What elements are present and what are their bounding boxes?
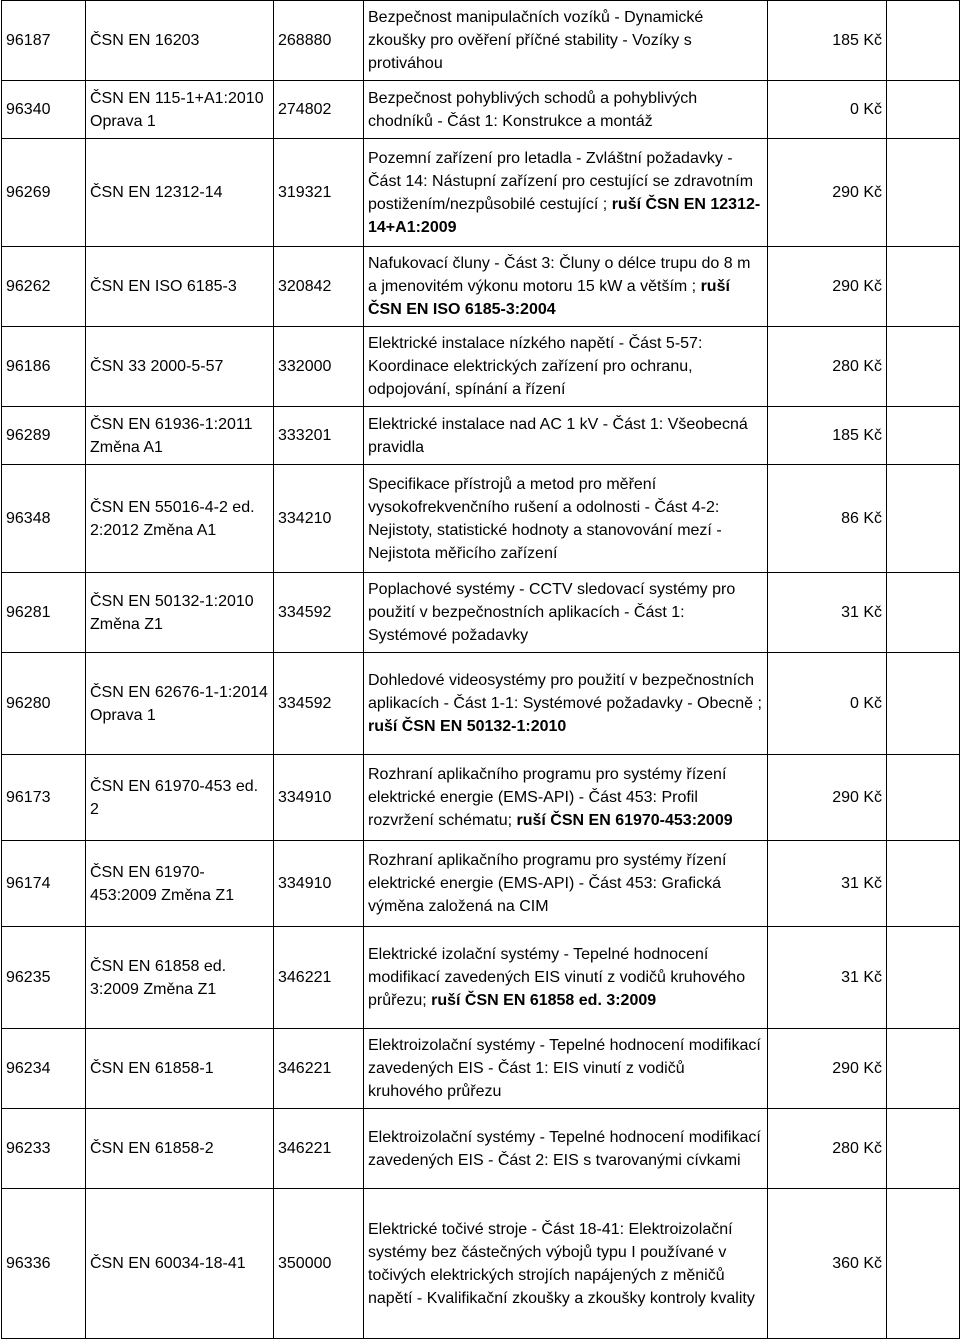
classification-code: 319321 (274, 139, 364, 247)
description-text: Elektrické točivé stroje - Část 18-41: Elektroizolační systémy bez částečných výbojů typu I používané v točivých elektrických strojích napájených z měničů napětí - Kvalifikační zkoušky a zkoušky kontroly kvality (368, 1220, 755, 1307)
standard-description (364, 247, 768, 327)
item-number: 96336 (2, 1189, 86, 1339)
item-number: 96235 (2, 927, 86, 1029)
price: 31 Kč (768, 841, 887, 927)
replaces-note: ruší ČSN EN 50132-1:2010 (368, 718, 567, 735)
price: 86 Kč (768, 465, 887, 573)
standard-description (364, 927, 768, 1029)
classification-code: 334210 (274, 465, 364, 573)
classification-code: 346221 (274, 927, 364, 1029)
description-text: Specifikace přístrojů a metod pro měření vysokofrekvenčního rušení a odolnosti - Část 4-2: Nejistoty, statistické hodnoty a stanovování mezí - Nejistota měřicího zařízení (368, 475, 722, 562)
standard-description (364, 327, 768, 407)
classification-code: 333201 (274, 407, 364, 465)
price: 360 Kč (768, 1189, 887, 1339)
standard-description (364, 755, 768, 841)
item-number: 96340 (2, 81, 86, 139)
description-text: Bezpečnost manipulačních vozíků - Dynamické zkoušky pro ověření příčné stability - Vozíky s protiváhou (368, 9, 704, 72)
item-number: 96280 (2, 653, 86, 755)
description-text: Rozhraní aplikačního programu pro systémy řízení elektrické energie (EMS-API) - Část 453: Grafická výměna založená na CIM (368, 852, 727, 915)
standard-designation: ČSN EN 50132-1:2010 Změna Z1 (86, 573, 274, 653)
standard-description (364, 407, 768, 465)
item-number: 96281 (2, 573, 86, 653)
standard-description (364, 139, 768, 247)
classification-code: 334592 (274, 573, 364, 653)
table-row (2, 81, 960, 139)
price: 0 Kč (768, 653, 887, 755)
description-text: Elektrické izolační systémy - Tepelné hodnocení modifikací zavedených EIS vinutí z vodičů kruhového průřezu; (368, 946, 746, 1009)
empty-cell (887, 465, 960, 573)
classification-code: 346221 (274, 1029, 364, 1109)
empty-cell (887, 1029, 960, 1109)
standard-designation: ČSN EN ISO 6185-3 (86, 247, 274, 327)
standards-table (1, 0, 960, 1339)
empty-cell (887, 1189, 960, 1339)
replaces-note: ruší ČSN EN 61858 ed. 3:2009 (431, 992, 657, 1009)
price: 0 Kč (768, 81, 887, 139)
standard-description (364, 1109, 768, 1189)
classification-code: 268880 (274, 1, 364, 81)
table-row (2, 247, 960, 327)
table-row (2, 755, 960, 841)
standard-description (364, 653, 768, 755)
standard-designation: ČSN EN 61970-453:2009 Změna Z1 (86, 841, 274, 927)
price: 290 Kč (768, 1029, 887, 1109)
empty-cell (887, 755, 960, 841)
item-number: 96186 (2, 327, 86, 407)
standard-designation: ČSN EN 61936-1:2011 Změna A1 (86, 407, 274, 465)
standards-table-body (2, 1, 960, 1339)
standard-designation: ČSN EN 62676-1-1:2014 Oprava 1 (86, 653, 274, 755)
price: 280 Kč (768, 1109, 887, 1189)
price: 31 Kč (768, 927, 887, 1029)
empty-cell (887, 139, 960, 247)
table-row (2, 327, 960, 407)
item-number: 96348 (2, 465, 86, 573)
standard-designation: ČSN EN 61858-2 (86, 1109, 274, 1189)
standard-description (364, 1189, 768, 1339)
description-text: Elektroizolační systémy - Tepelné hodnocení modifikací zavedených EIS - Část 2: EIS s tvarovanými cívkami (368, 1128, 761, 1169)
empty-cell (887, 407, 960, 465)
empty-cell (887, 327, 960, 407)
table-row (2, 1109, 960, 1189)
classification-code: 332000 (274, 327, 364, 407)
description-text: Dohledové videosystémy pro použití v bezpečnostních aplikacích - Část 1-1: Systémové požadavky - Obecně ; (368, 672, 762, 712)
classification-code: 274802 (274, 81, 364, 139)
table-row (2, 139, 960, 247)
classification-code: 320842 (274, 247, 364, 327)
standard-designation: ČSN EN 16203 (86, 1, 274, 81)
table-row (2, 465, 960, 573)
standard-designation: ČSN EN 115-1+A1:2010 Oprava 1 (86, 81, 274, 139)
standard-designation: ČSN EN 60034-18-41 (86, 1189, 274, 1339)
description-text: Pozemní zařízení pro letadla - Zvláštní požadavky - Část 14: Nástupní zařízení pro cestující se zdravotním postižením/nezpůsobilé cestující ; (368, 149, 754, 213)
classification-code: 334910 (274, 841, 364, 927)
description-text: Bezpečnost pohyblivých schodů a pohyblivých chodníků - Část 1: Konstrukce a montáž (368, 89, 698, 130)
empty-cell (887, 573, 960, 653)
empty-cell (887, 1109, 960, 1189)
description-text: Elektrické instalace nízkého napětí - Část 5-57: Koordinace elektrických zařízení pro ochranu, odpojování, spínání a řízení (368, 335, 703, 398)
table-row (2, 1029, 960, 1109)
standard-description (364, 1, 768, 81)
standard-description (364, 1029, 768, 1109)
replaces-note: ruší ČSN EN ISO 6185-3:2004 (368, 278, 730, 318)
standard-description (364, 81, 768, 139)
classification-code: 346221 (274, 1109, 364, 1189)
standard-designation: ČSN EN 55016-4-2 ed. 2:2012 Změna A1 (86, 465, 274, 573)
standard-designation: ČSN EN 12312-14 (86, 139, 274, 247)
standard-designation: ČSN EN 61858-1 (86, 1029, 274, 1109)
standard-description (364, 841, 768, 927)
description-text: Elektrické instalace nad AC 1 kV - Část 1: Všeobecná pravidla (368, 415, 748, 456)
description-text: Nafukovací čluny - Část 3: Čluny o délce trupu do 8 m a jmenovitém výkonu motoru 15 kW a větším ; (368, 255, 751, 295)
description-text: Elektroizolační systémy - Tepelné hodnocení modifikací zavedených EIS - Část 1: EIS vinutí z vodičů kruhového průřezu (368, 1037, 761, 1100)
description-text: Poplachové systémy - CCTV sledovací systémy pro použití v bezpečnostních aplikacích - Část 1: Systémové požadavky (368, 581, 736, 644)
classification-code: 334910 (274, 755, 364, 841)
item-number: 96269 (2, 139, 86, 247)
standard-description (364, 573, 768, 653)
item-number: 96234 (2, 1029, 86, 1109)
empty-cell (887, 841, 960, 927)
table-row (2, 927, 960, 1029)
standard-designation: ČSN 33 2000-5-57 (86, 327, 274, 407)
empty-cell (887, 1, 960, 81)
item-number: 96233 (2, 1109, 86, 1189)
table-row (2, 841, 960, 927)
table-row (2, 407, 960, 465)
description-text: Rozhraní aplikačního programu pro systémy řízení elektrické energie (EMS-API) - Část 453: Profil rozvržení schématu; (368, 766, 727, 829)
replaces-note: ruší ČSN EN 12312-14+A1:2009 (368, 195, 761, 236)
item-number: 96262 (2, 247, 86, 327)
price: 290 Kč (768, 139, 887, 247)
price: 185 Kč (768, 1, 887, 81)
price: 31 Kč (768, 573, 887, 653)
classification-code: 350000 (274, 1189, 364, 1339)
standard-designation: ČSN EN 61858 ed. 3:2009 Změna Z1 (86, 927, 274, 1029)
price: 185 Kč (768, 407, 887, 465)
price: 280 Kč (768, 327, 887, 407)
empty-cell (887, 653, 960, 755)
replaces-note: ruší ČSN EN 61970-453:2009 (516, 812, 733, 829)
standard-description (364, 465, 768, 573)
empty-cell (887, 247, 960, 327)
classification-code: 334592 (274, 653, 364, 755)
table-row (2, 1, 960, 81)
price: 290 Kč (768, 247, 887, 327)
item-number: 96174 (2, 841, 86, 927)
item-number: 96187 (2, 1, 86, 81)
table-row (2, 653, 960, 755)
standard-designation: ČSN EN 61970-453 ed. 2 (86, 755, 274, 841)
item-number: 96173 (2, 755, 86, 841)
price: 290 Kč (768, 755, 887, 841)
table-row (2, 1189, 960, 1339)
item-number: 96289 (2, 407, 86, 465)
empty-cell (887, 927, 960, 1029)
empty-cell (887, 81, 960, 139)
table-row (2, 573, 960, 653)
